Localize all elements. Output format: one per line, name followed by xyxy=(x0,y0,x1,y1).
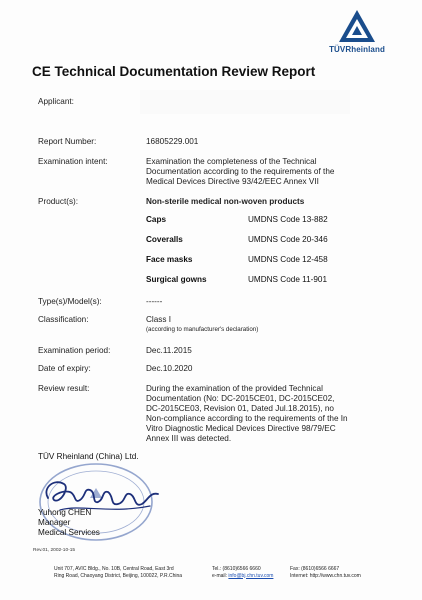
review-line: Annex III was detected. xyxy=(146,434,232,443)
exam-intent-line: Medical Devices Directive 93/42/EEC Annex VII xyxy=(146,177,319,186)
exam-period-label: Examination period: xyxy=(38,346,111,355)
report-number-label: Report Number: xyxy=(38,137,97,146)
review-line: DC-2015CE03, Revision 01, Dated Jul.18.2015), no xyxy=(146,404,334,413)
product-name: Face masks xyxy=(146,255,193,264)
tuv-logo xyxy=(322,8,392,66)
review-label: Review result: xyxy=(38,384,90,393)
exam-intent xyxy=(146,157,334,187)
expiry: Dec.10.2020 xyxy=(146,364,193,373)
email-label: e-mail: xyxy=(212,572,228,579)
exam-period: Dec.11.2015 xyxy=(146,346,192,355)
email-link[interactable]: info@bj.chn.tuv.com xyxy=(228,572,274,579)
review-line: During the examination of the provided Technical xyxy=(146,384,323,393)
address-line: Unit 707, AVIC Bldg., No. 10B, Central Road, East 3rd xyxy=(54,566,174,572)
exam-intent-line: Examination the completeness of the Technical xyxy=(146,157,317,166)
expiry-label: Date of expiry: xyxy=(38,364,91,373)
type-model-label: Type(s)/Model(s): xyxy=(38,297,102,306)
footer-fax-text: Fax: (8610)6566 6667 xyxy=(290,566,340,572)
product-name: Coveralls xyxy=(146,235,183,244)
applicant-label: Applicant: xyxy=(38,97,74,106)
product-name: Surgical gowns xyxy=(146,275,207,284)
address-line: Ring Road, Chaoyang District, Beijing, 100022, P.R.China xyxy=(54,572,183,579)
review-result xyxy=(146,384,348,444)
footer-internet[interactable]: Internet: http://www.chn.tuv.com xyxy=(290,572,361,579)
applicant-redacted-box xyxy=(140,90,350,114)
signatory-dept: Medical Services xyxy=(38,528,100,537)
revision-text: Rev.01, 2002-10-15 xyxy=(33,548,76,553)
company-name: TÜV Rheinland (China) Ltd. xyxy=(38,452,139,461)
review-line: Documentation (No: DC-2015CE01, DC-2015CE02, xyxy=(146,394,335,403)
footer-fax xyxy=(290,566,361,579)
product-name: Caps xyxy=(146,215,167,224)
classification-note: (according to manufacturer's declaration) xyxy=(146,326,259,333)
products-heading: Non-sterile medical non-woven products xyxy=(146,197,305,206)
logo-text: TÜVRheinland xyxy=(329,45,385,54)
signatory-name: Yuhong CHEN xyxy=(38,508,92,517)
review-line: Non-compliance according to the requirements of the In xyxy=(146,414,348,423)
footer-contact xyxy=(212,566,273,579)
page-title: CE Technical Documentation Review Report xyxy=(32,64,316,79)
product-code: UMDNS Code 12-458 xyxy=(248,255,328,264)
report-number: 16805229.001 xyxy=(146,137,199,146)
product-code: UMDNS Code 13-882 xyxy=(248,215,328,224)
tuv-triangle-icon xyxy=(337,8,377,44)
type-model: ------ xyxy=(146,297,163,306)
classification: Class I xyxy=(146,315,172,324)
signatory-role: Manager xyxy=(38,518,71,527)
classification-label: Classification: xyxy=(38,315,89,324)
product-code: UMDNS Code 20-346 xyxy=(248,235,328,244)
product-code: UMDNS Code 11-901 xyxy=(248,275,328,284)
footer-tel: Tel.: (8610)6566 6660 xyxy=(212,566,261,572)
exam-intent-label: Examination intent: xyxy=(38,157,108,166)
products-label: Product(s): xyxy=(38,197,79,206)
exam-intent-line: Documentation according to the requirements of the xyxy=(146,167,335,176)
footer-address xyxy=(54,566,182,579)
review-line: Vitro Diagnostic Medical Devices Directive 98/79/EC xyxy=(146,424,336,433)
